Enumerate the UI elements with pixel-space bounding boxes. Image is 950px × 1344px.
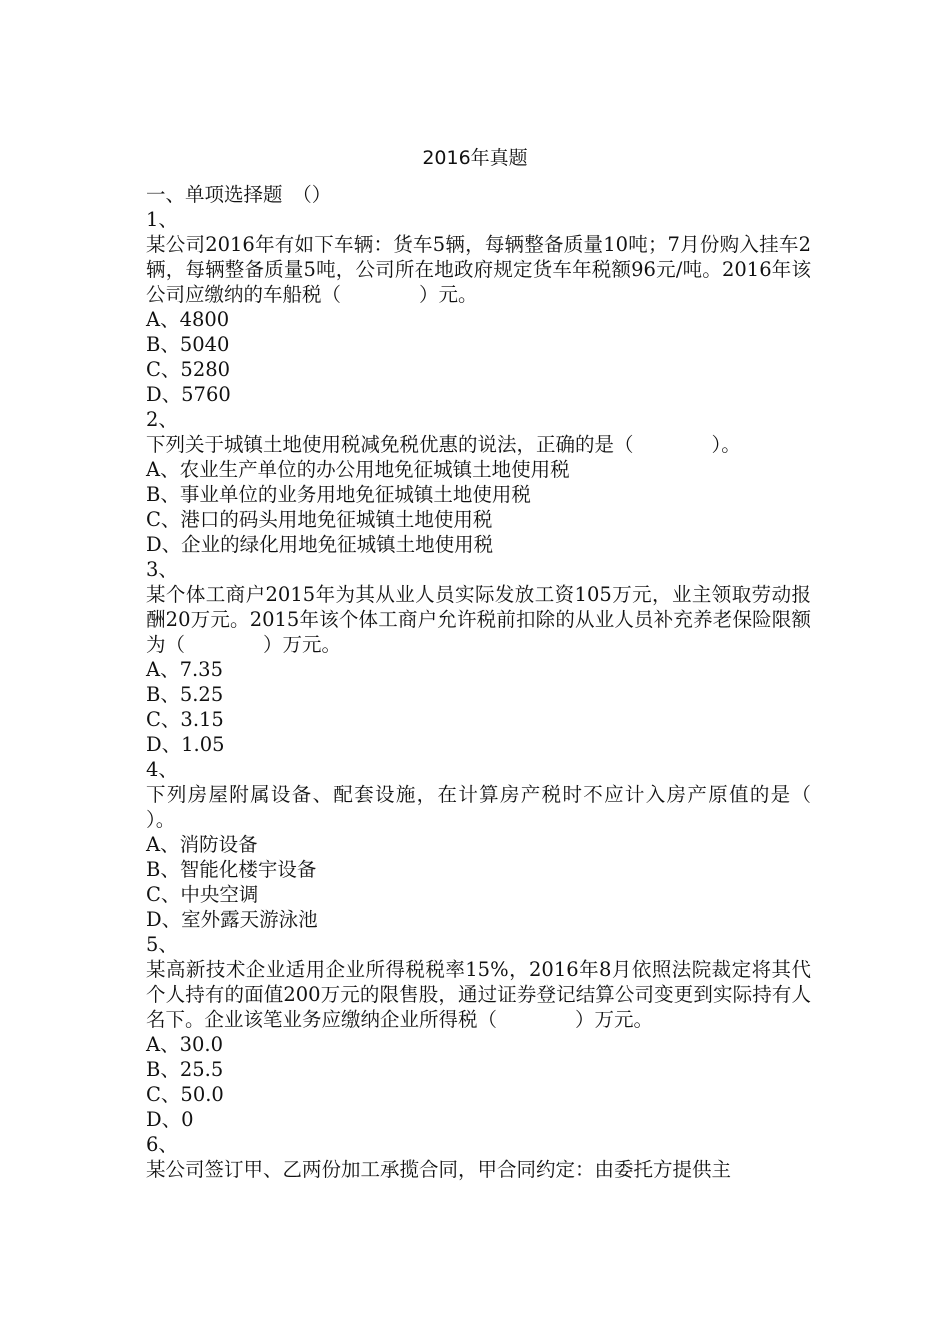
question-6	[146, 1132, 811, 1182]
option-a: A、消防设备	[146, 833, 258, 856]
option-d: D、室外露天游泳池	[146, 908, 318, 931]
document-title: 2016年真题	[422, 147, 528, 169]
question-number: 6、	[146, 1133, 178, 1156]
option-c: C、港口的码头用地免征城镇土地使用税	[146, 508, 493, 531]
question-number: 4、	[146, 758, 178, 781]
option-d: D、企业的绿化用地免征城镇土地使用税	[146, 533, 494, 556]
option-c: C、中央空调	[146, 883, 259, 906]
question-stem: 某个体工商户2015年为其从业人员实际发放工资105万元，业主领取劳动报酬20万元。2015年该个体工商户允许税前扣除的从业人员补充养老保险限额为（ ）万元。	[146, 583, 811, 656]
option-a: A、4800	[146, 308, 230, 331]
option-d: D、5760	[146, 383, 231, 406]
question-stem: 下列房屋附属设备、配套设施，在计算房产税时不应计入房产原值的是（ ）。	[146, 783, 890, 831]
question-stem: 下列关于城镇土地使用税减免税优惠的说法，正确的是（ ）。	[146, 433, 741, 456]
option-d: D、0	[146, 1108, 194, 1131]
option-c: C、5280	[146, 358, 231, 381]
option-b: B、5.25	[146, 683, 224, 706]
question-3	[146, 557, 811, 757]
option-b: B、5040	[146, 333, 230, 356]
question-stem: 某公司2016年有如下车辆：货车5辆，每辆整备质量10吨；7月份购入挂车2辆，每辆整备质量5吨，公司所在地政府规定货车年税额96元/吨。2016年该公司应缴纳的车船税（ ）元。	[146, 233, 811, 306]
option-c: C、3.15	[146, 708, 224, 731]
question-number: 2、	[146, 408, 178, 431]
question-number: 5、	[146, 933, 178, 956]
option-c: C、50.0	[146, 1083, 224, 1106]
document-body	[146, 182, 890, 1182]
section-heading: 一、单项选择题 （）	[146, 183, 332, 206]
question-1	[146, 207, 811, 407]
question-number: 1、	[146, 208, 178, 231]
question-5	[146, 932, 811, 1132]
option-a: A、30.0	[146, 1033, 224, 1056]
option-b: B、事业单位的业务用地免征城镇土地使用税	[146, 483, 531, 506]
question-2	[146, 407, 811, 557]
option-a: A、农业生产单位的办公用地免征城镇土地使用税	[146, 458, 570, 481]
option-a: A、7.35	[146, 658, 224, 681]
option-b: B、25.5	[146, 1058, 224, 1081]
question-number: 3、	[146, 558, 178, 581]
question-stem: 某公司签订甲、乙两份加工承揽合同，甲合同约定：由委托方提供主	[146, 1158, 732, 1181]
question-stem: 某高新技术企业适用企业所得税税率15%，2016年8月依照法院裁定将其代个人持有的面值200万元的限售股，通过证券登记结算公司变更到实际持有人名下。企业该笔业务应缴纳企业所得税（ ）万元。	[146, 958, 811, 1031]
question-4	[146, 757, 890, 932]
option-d: D、1.05	[146, 733, 225, 756]
option-b: B、智能化楼宇设备	[146, 858, 317, 881]
